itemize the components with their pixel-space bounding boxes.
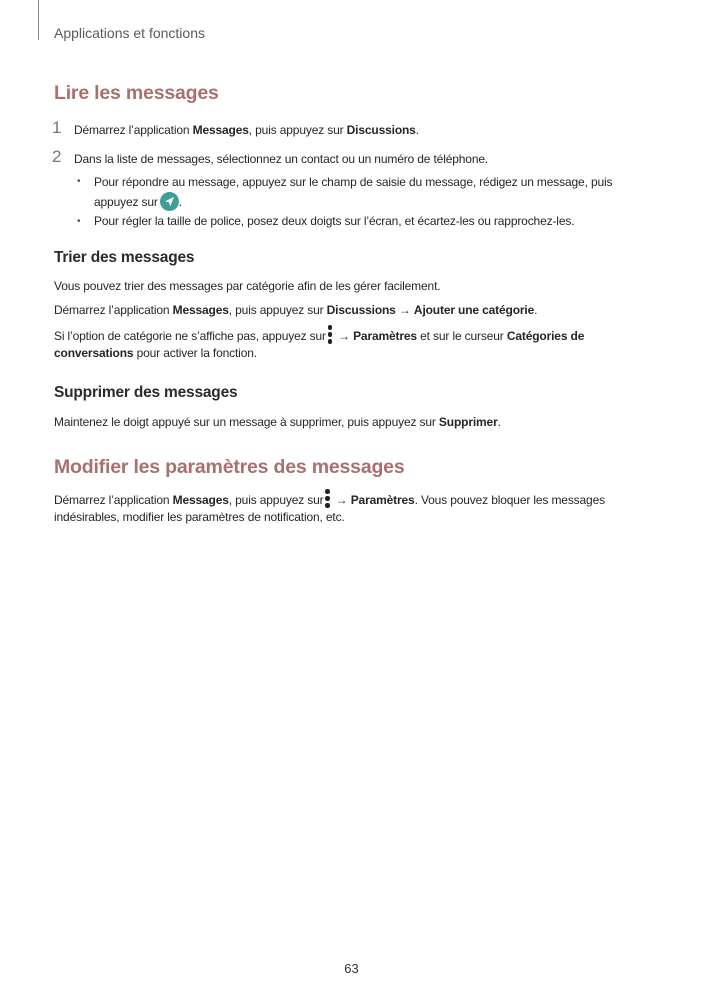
settings-line-1: Démarrez l’application Messages, puis appuyez sur → Paramètres. Vous pouvez bloquer les messages: [54, 488, 605, 511]
step-number-1: 1: [52, 118, 62, 137]
delete-line-1: Maintenez le doigt appuyé sur un message à supprimer, puis appuyez sur Supprimer.: [54, 415, 501, 429]
send-icon: [160, 192, 179, 211]
page-number: 63: [344, 961, 359, 976]
sort-line-3: Si l’option de catégorie ne s’affiche pas, appuyez sur → Paramètres et sur le curseur Catégories de: [54, 324, 584, 347]
step-1-text: Démarrez l’application Messages, puis appuyez sur Discussions.: [74, 123, 419, 137]
step-number-2: 2: [52, 147, 62, 166]
section-title-message-settings: Modifier les paramètres des messages: [54, 456, 405, 478]
more-options-icon: [327, 324, 333, 344]
more-options-icon: [324, 488, 330, 508]
subsection-title-delete: Supprimer des messages: [54, 384, 238, 401]
sort-line-1: Vous pouvez trier des messages par catégorie afin de les gérer facilement.: [54, 279, 441, 293]
bullet-mark: •: [77, 216, 81, 227]
bullet-2-text: Pour régler la taille de police, posez deux doigts sur l’écran, et écartez-les ou rapprochez-les.: [94, 214, 575, 228]
settings-line-2: indésirables, modifier les paramètres de notification, etc.: [54, 510, 345, 524]
bullet-1-line-1: Pour répondre au message, appuyez sur le champ de saisie du message, rédigez un message, puis: [94, 175, 613, 189]
step-2-text: Dans la liste de messages, sélectionnez un contact ou un numéro de téléphone.: [74, 152, 489, 166]
bullet-1-line-2: appuyez sur .: [94, 192, 182, 213]
sort-line-4: conversations pour activer la fonction.: [54, 346, 257, 360]
sort-line-2: Démarrez l’application Messages, puis appuyez sur Discussions → Ajouter une catégorie.: [54, 303, 538, 317]
subsection-title-sort: Trier des messages: [54, 249, 195, 266]
section-title-read-messages: Lire les messages: [54, 82, 219, 104]
margin-rule: [38, 0, 39, 40]
bullet-mark: •: [77, 176, 81, 187]
running-head: Applications et fonctions: [54, 25, 205, 41]
